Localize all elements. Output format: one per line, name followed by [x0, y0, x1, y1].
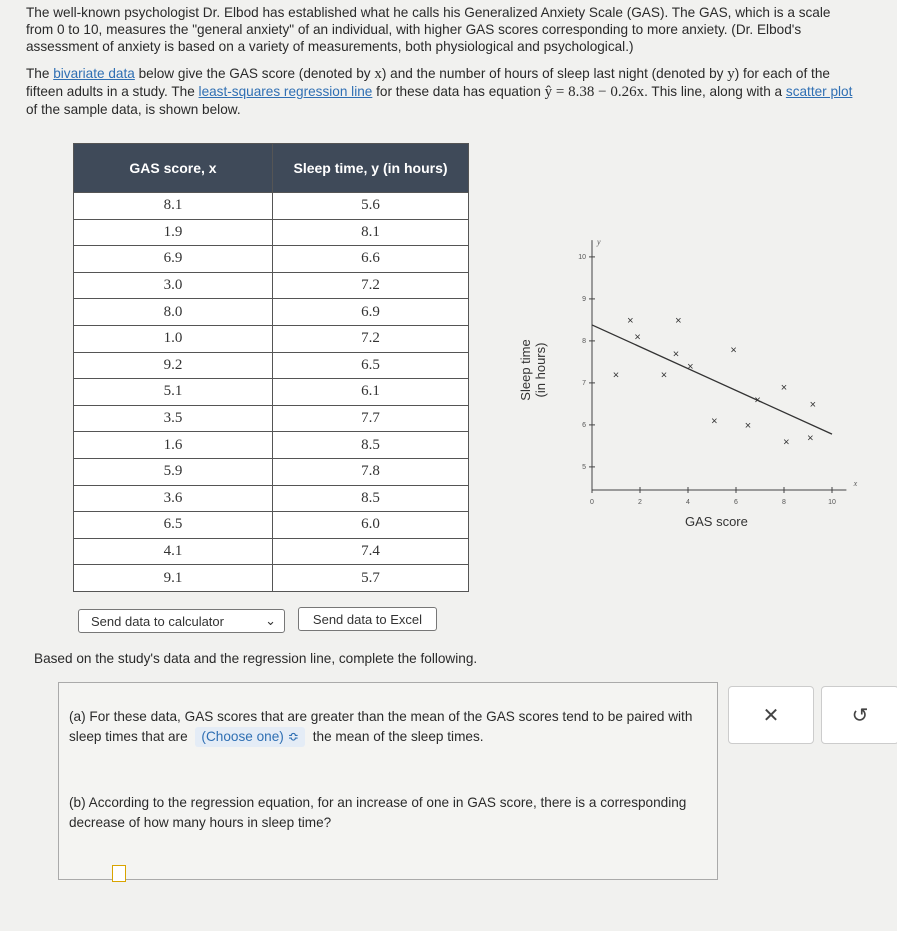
y-tick-label: 10 [578, 253, 586, 261]
x-tick-label: 8 [782, 499, 786, 506]
x-tick-label: 4 [686, 499, 690, 506]
x-axis-label: GAS score [685, 514, 748, 529]
send-to-calculator-label: Send data to calculator [91, 613, 224, 629]
sleep-time-cell: 7.7 [273, 405, 469, 432]
table-row [74, 565, 469, 592]
data-table [73, 143, 469, 592]
gas-score-cell: 6.5 [74, 512, 273, 539]
table-row [74, 538, 469, 565]
y-symbol: y [727, 66, 735, 82]
data-point: × [634, 331, 641, 344]
data-point: × [744, 419, 752, 432]
sleep-time-cell: 7.4 [273, 538, 469, 565]
comparison-dropdown[interactable]: (Choose one) ≎ [195, 727, 305, 747]
gas-score-cell: 1.6 [74, 432, 273, 459]
table-row [74, 512, 469, 539]
sleep-time-cell: 5.7 [273, 565, 469, 592]
data-point: × [612, 369, 620, 382]
intro-text: of the sample data, is shown below. [26, 102, 241, 117]
gas-score-cell: 6.9 [74, 246, 273, 273]
sleep-time-cell: 6.5 [273, 352, 469, 379]
y-axis-symbol: y [597, 237, 601, 247]
regression-equation: ŷ = 8.38 − 0.26x [544, 84, 645, 100]
table-row [74, 325, 469, 352]
gas-score-cell: 3.6 [74, 485, 273, 512]
question-a [69, 707, 709, 747]
data-point: × [730, 344, 737, 357]
instructions: Based on the study's data and the regression line, complete the following. [34, 651, 478, 666]
table-body [74, 193, 469, 592]
chevron-down-icon: ⌄ [265, 613, 276, 628]
data-point: × [780, 382, 788, 395]
question-b-label: (b) [69, 795, 86, 810]
table-row [74, 219, 469, 246]
sleep-time-cell: 7.8 [273, 458, 469, 485]
question-a-text-end: the mean of the sleep times. [312, 729, 484, 744]
y-tick-label: 8 [582, 337, 586, 345]
data-point: × [627, 314, 634, 327]
x-tick-label: 2 [638, 499, 642, 506]
undo-button[interactable] [821, 686, 897, 744]
close-icon: ✕ [762, 704, 780, 727]
data-point: × [675, 314, 682, 327]
sleep-time-cell: 6.0 [273, 512, 469, 539]
problem-intro [26, 4, 856, 128]
x-symbol: x [374, 66, 382, 82]
gas-score-cell: 1.9 [74, 219, 273, 246]
table-row [74, 272, 469, 299]
col-header-sleep: Sleep time, y (in hours) [273, 144, 469, 193]
y-axis-label: Sleep time(in hours) [518, 339, 548, 401]
gas-score-cell: 1.0 [74, 325, 273, 352]
intro-text: ) for each of the fifteen adults in a study. The [26, 66, 830, 99]
clear-button[interactable] [728, 686, 814, 744]
gas-score-cell: 5.9 [74, 458, 273, 485]
gas-score-cell: 4.1 [74, 538, 273, 565]
table-row [74, 299, 469, 326]
data-point: × [809, 398, 817, 411]
x-tick-label: 0 [590, 499, 594, 506]
table-row [74, 352, 469, 379]
send-to-excel-button[interactable]: Send data to Excel [298, 607, 437, 631]
intro-text: The [26, 66, 54, 81]
data-point: × [660, 369, 668, 382]
gas-score-cell: 8.1 [74, 193, 273, 220]
y-tick-label: 7 [582, 379, 586, 387]
regression-line-link[interactable]: least-squares regression line [198, 84, 373, 99]
data-point: × [807, 432, 814, 445]
answer-b-input[interactable] [112, 865, 126, 882]
sleep-time-cell: 8.1 [273, 219, 469, 246]
question-b [69, 793, 709, 833]
y-tick-label: 5 [582, 463, 586, 471]
intro-text: . This line, along with a [644, 84, 786, 99]
scatter-plot [500, 220, 860, 520]
question-a-text: For these data, GAS scores that are greater than the mean of the GAS scores tend to be paired with sleep times that are [69, 709, 693, 744]
sleep-time-cell: 7.2 [273, 325, 469, 352]
x-axis-symbol: x [853, 479, 858, 488]
col-header-gas: GAS score, x [74, 144, 273, 193]
send-to-calculator-button[interactable] [78, 609, 285, 633]
x-tick-label: 6 [734, 499, 738, 506]
table-row [74, 405, 469, 432]
table-row [74, 246, 469, 273]
sleep-time-cell: 8.5 [273, 432, 469, 459]
sleep-time-cell: 6.9 [273, 299, 469, 326]
x-tick-label: 10 [828, 499, 836, 506]
table-row [74, 193, 469, 220]
question-a-label: (a) [69, 709, 86, 724]
intro-text: below give the GAS score (denoted by [134, 66, 375, 81]
data-point: × [672, 348, 680, 361]
data-point: × [687, 361, 694, 374]
question-b-text: According to the regression equation, for an increase of one in GAS score, there is a corresponding decrease of how many hours in sleep time? [69, 795, 687, 830]
bivariate-data-link[interactable]: bivariate data [53, 66, 135, 81]
y-tick-label: 9 [582, 295, 586, 303]
intro-paragraph-2 [26, 65, 856, 118]
gas-score-cell: 3.0 [74, 272, 273, 299]
table-row [74, 485, 469, 512]
data-point: × [711, 415, 718, 428]
gas-score-cell: 8.0 [74, 299, 273, 326]
sleep-time-cell: 6.6 [273, 246, 469, 273]
gas-score-cell: 9.2 [74, 352, 273, 379]
sleep-time-cell: 5.6 [273, 193, 469, 220]
undo-icon: ↺ [851, 704, 869, 727]
sleep-time-cell: 8.5 [273, 485, 469, 512]
questions-panel [58, 682, 718, 880]
table-row [74, 379, 469, 406]
intro-text: ) and the number of hours of sleep last night (denoted by [381, 66, 728, 81]
table-row [74, 432, 469, 459]
data-point: × [783, 436, 790, 449]
intro-text: for these data has equation [372, 84, 545, 99]
scatter-plot-link[interactable]: scatter plot [785, 84, 853, 99]
y-tick-label: 6 [582, 421, 586, 429]
data-point: × [754, 394, 761, 407]
gas-score-cell: 3.5 [74, 405, 273, 432]
sleep-time-cell: 7.2 [273, 272, 469, 299]
sleep-time-cell: 6.1 [273, 379, 469, 406]
table-row [74, 458, 469, 485]
gas-score-cell: 5.1 [74, 379, 273, 406]
intro-paragraph-1: The well-known psychologist Dr. Elbod has established what he calls his Generalized Anxiety Scale (GAS). The GAS, which is a scale from 0 to 10, measures the "general anxiety" of an individual, with higher GAS scores corresponding to more anxiety. (Dr. Elbod's assessment of anxiety is based on a variety of measurements, both physiological and psychological.) [26, 5, 831, 54]
gas-score-cell: 9.1 [74, 565, 273, 592]
table-header-row [74, 144, 469, 193]
